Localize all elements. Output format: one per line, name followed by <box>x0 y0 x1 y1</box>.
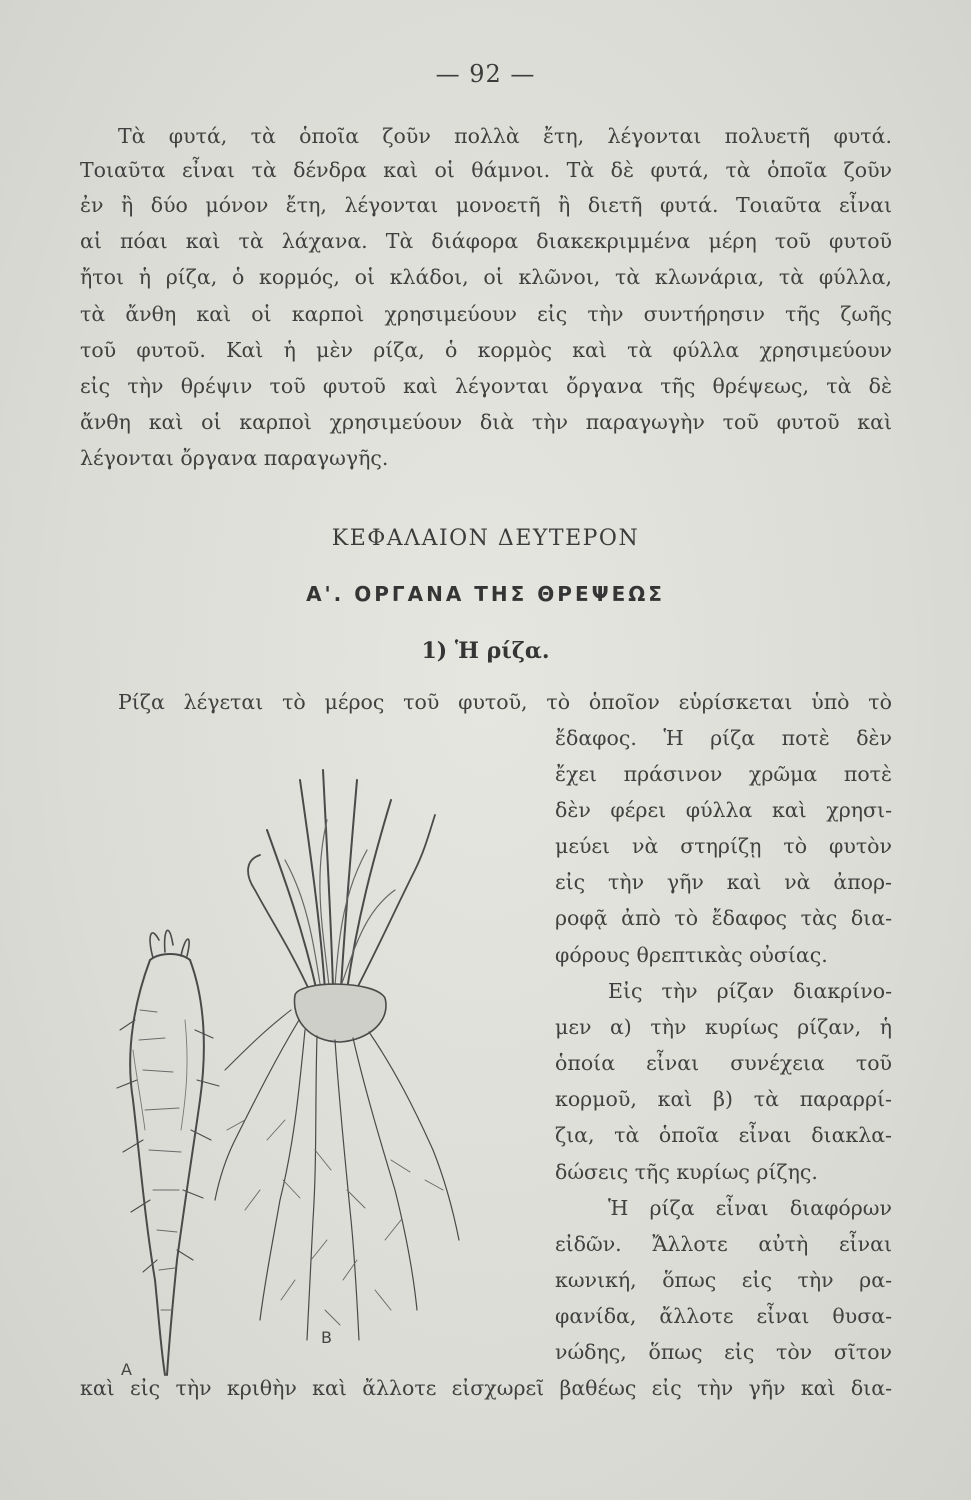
text-line: φανίδα, ἄλλοτε εἶναι θυσα- <box>555 1304 892 1328</box>
text-line: Τὰ φυτά, τὰ ὁποῖα ζοῦν πολλὰ ἔτη, λέγονται πολυετῆ φυτά. <box>118 124 892 148</box>
text-line: εἰς τὴν γῆν καὶ νὰ ἀπορ- <box>555 870 892 894</box>
text-line: ἔδαφος. Ἡ ρίζα ποτὲ δὲν <box>555 726 892 750</box>
text-line: Ἡ ρίζα εἶναι διαφόρων <box>608 1196 892 1220</box>
text-line: Εἰς τὴν ρίζαν διακρίνο- <box>608 979 892 1003</box>
text-line: ἐν ἢ δύο μόνον ἔτη, λέγονται μονοετῆ ἢ διετῆ φυτά. Τοιαῦτα εἶναι <box>80 193 892 217</box>
figure-label-b: B <box>321 1328 332 1347</box>
fibrous-root-drawing <box>215 770 459 1340</box>
text-line: καὶ εἰς τὴν κριθὴν καὶ ἄλλοτε εἰσχωρεῖ βαθέως εἰς τὴν γῆν καὶ δια- <box>80 1376 892 1400</box>
text-line: νώδης, ὅπως εἰς τὸν σῖτον <box>555 1340 892 1364</box>
text-line: δὲν φέρει φύλλα καὶ χρησι- <box>555 798 892 822</box>
text-line: τοῦ φυτοῦ. Καὶ ἡ μὲν ρίζα, ὁ κορμὸς καὶ τὰ φύλλα χρησιμεύουν <box>80 338 892 362</box>
text-line: ζια, τὰ ὁποῖα εἶναι διακλα- <box>555 1123 892 1147</box>
text-line: κορμοῦ, καὶ β) τὰ παραρρί- <box>555 1087 892 1111</box>
text-line: δώσεις τῆς κυρίως ρίζης. <box>555 1160 818 1184</box>
figure-label-a: A <box>121 1360 132 1379</box>
text-line: ἄνθη καὶ οἱ καρποὶ χρησιμεύουν διὰ τὴν παραγωγὴν τοῦ φυτοῦ καὶ <box>80 410 892 434</box>
text-line: κωνική, ὅπως εἰς τὴν ρα- <box>555 1268 892 1292</box>
text-line: τὰ ἄνθη καὶ οἱ καρποὶ χρησιμεύουν εἰς τὴν συντήρησιν τῆς ζωῆς <box>80 302 892 326</box>
text-line: ἔχει πράσινον χρῶμα ποτὲ <box>555 762 892 786</box>
root-drawing <box>95 720 550 1390</box>
text-line: ροφᾷ ἀπὸ τὸ ἔδαφος τὰς δια- <box>555 906 892 930</box>
subsection-title: 1) Ἡ ρίζα. <box>421 638 550 664</box>
chapter-title: ΚΕΦΑΛΑΙΟΝ ΔΕΥΤΕΡΟΝ <box>331 526 640 551</box>
text-line: λέγονται ὄργανα παραγωγῆς. <box>80 446 389 470</box>
text-line: εἰς τὴν θρέψιν τοῦ φυτοῦ καὶ λέγονται ὄργανα τῆς θρέψεως, τὰ δὲ <box>80 374 892 398</box>
text-line: εἰδῶν. Ἄλλοτε αὐτὴ εἶναι <box>555 1232 892 1256</box>
text-line: Τοιαῦτα εἶναι τὰ δένδρα καὶ οἱ θάμνοι. Τὰ δὲ φυτά, τὰ ὁποῖα ζοῦν <box>80 158 892 182</box>
text-line: μεν α) τὴν κυρίως ρίζαν, ἡ <box>555 1015 892 1039</box>
text-line: ἤτοι ἡ ρίζα, ὁ κορμός, οἱ κλάδοι, οἱ κλῶνοι, τὰ κλωνάρια, τὰ φύλλα, <box>80 265 892 289</box>
page-number: — 92 — <box>435 60 536 88</box>
text-line: φόρους θρεπτικὰς οὐσίας. <box>555 943 828 967</box>
text-line: Ρίζα λέγεται τὸ μέρος τοῦ φυτοῦ, τὸ ὁποῖον εὑρίσκεται ὑπὸ τὸ <box>118 690 892 714</box>
text-line: αἱ πόαι καὶ τὰ λάχανα. Τὰ διάφορα διακεκριμμένα μέρη τοῦ φυτοῦ <box>80 229 892 253</box>
section-title: Α'. ΟΡΓΑΝΑ ΤΗΣ ΘΡΕΨΕΩΣ <box>306 582 665 606</box>
text-line: ὁποία εἶναι συνέχεια τοῦ <box>555 1051 892 1075</box>
text-line: μεύει νὰ στηρίζῃ τὸ φυτὸν <box>555 834 892 858</box>
taproot-drawing <box>117 930 219 1375</box>
root-illustration <box>95 720 550 1390</box>
